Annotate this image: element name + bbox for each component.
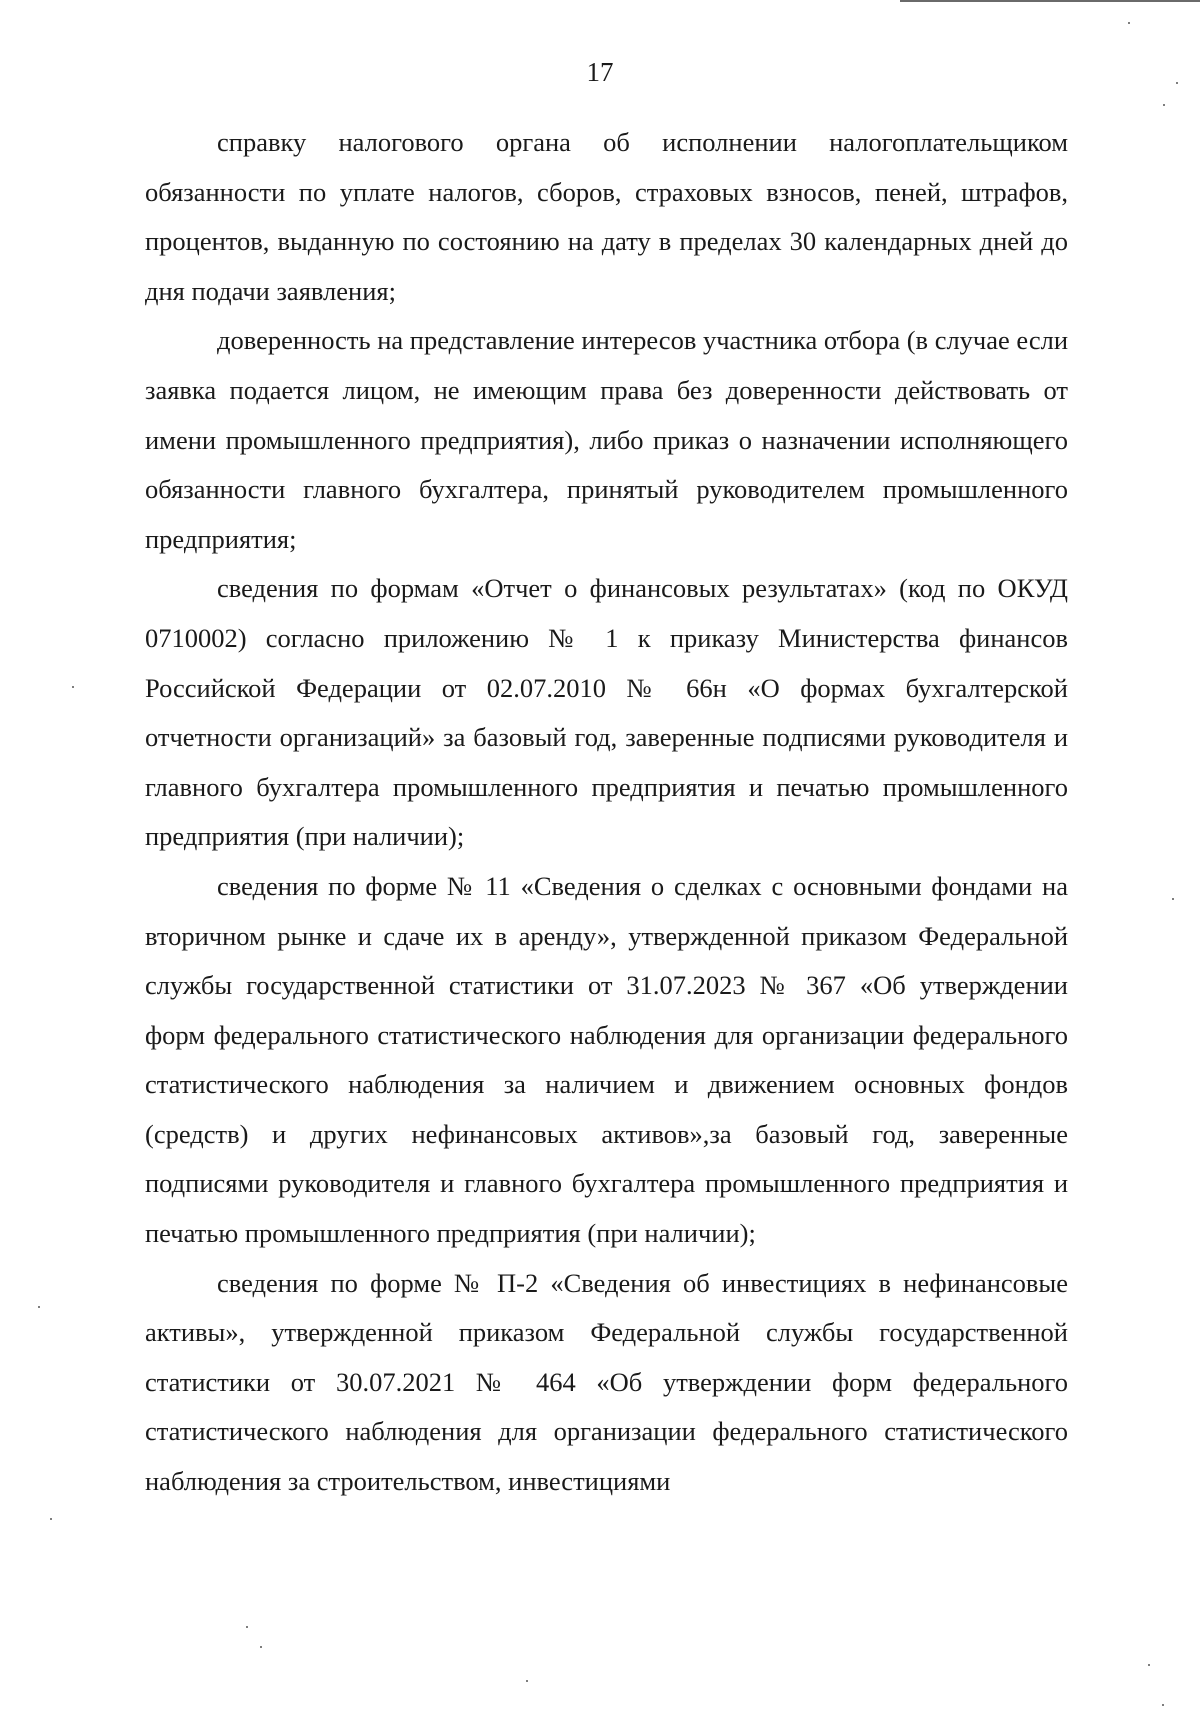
scan-speck: [246, 1626, 248, 1628]
paragraph-tax-certificate: справку налогового органа об исполнении налогоплательщиком обязанности по уплате налогов, сборов, страховых взносов, пеней, штрафов, процентов, выданную по состоянию на дату в пределах 30 календарных дней до дня подачи заявления;: [145, 127, 1068, 306]
page-number: 17: [586, 57, 614, 87]
paragraph-power-of-attorney: доверенность на представление интересов участника отбора (в случае если заявка подается лицом, не имеющим права без доверенности действовать от имени промышленного предприятия), либо приказ о назначении исполняющего обязанности главного бухгалтера, принятый руководителем промышленного предприятия;: [145, 325, 1068, 554]
paragraph-form-11: сведения по форме № 11 «Сведения о сделках с основными фондами на вторичном рынке и сдаче их в аренду», утвержденной приказом Федеральной службы государственной статистики от 31.07.2023 № 367 «Об утверждении форм федерального статистического наблюдения для организации федерального статистического наблюдения за наличием и движением основных фондов (средств) и других нефинансовых активов»,за базовый год, заверенные подписями руководителя и главного бухгалтера промышленного предприятия и печатью промышленного предприятия (при наличии);: [145, 870, 1068, 1249]
scan-speck: [260, 1646, 262, 1648]
scan-speck: [50, 1518, 52, 1520]
top-edge-line: [900, 0, 1200, 2]
scan-speck: [1163, 104, 1165, 106]
paragraph-form-p2: сведения по форме № П-2 «Сведения об инвестициях в нефинансовые активы», утвержденной приказом Федеральной службы государственной статистики от 30.07.2021 № 464 «Об утверждении форм федерального статистического наблюдения для организации федерального статистического наблюдения за строительством, инвестициями: [145, 1267, 1068, 1497]
paragraph-financial-results-report: сведения по формам «Отчет о финансовых результатах» (код по ОКУД 0710002) согласно приложению № 1 к приказу Министерства финансов Российской Федерации от 02.07.2010 № 66н «О формах бухгалтерской отчетности организаций» за базовый год, заверенные подписями руководителя и главного бухгалтера промышленного предприятия и печатью промышленного предприятия (при наличии);: [145, 573, 1068, 852]
document-body: [145, 118, 1068, 1507]
scan-speck: [526, 1680, 528, 1682]
scan-speck: [1148, 1664, 1150, 1666]
scan-speck: [38, 1306, 40, 1308]
scan-speck: [1176, 82, 1178, 84]
scan-speck: [1162, 1704, 1164, 1706]
scan-speck: [72, 686, 74, 688]
scan-speck: [1128, 22, 1130, 24]
scan-speck: [1172, 898, 1174, 900]
